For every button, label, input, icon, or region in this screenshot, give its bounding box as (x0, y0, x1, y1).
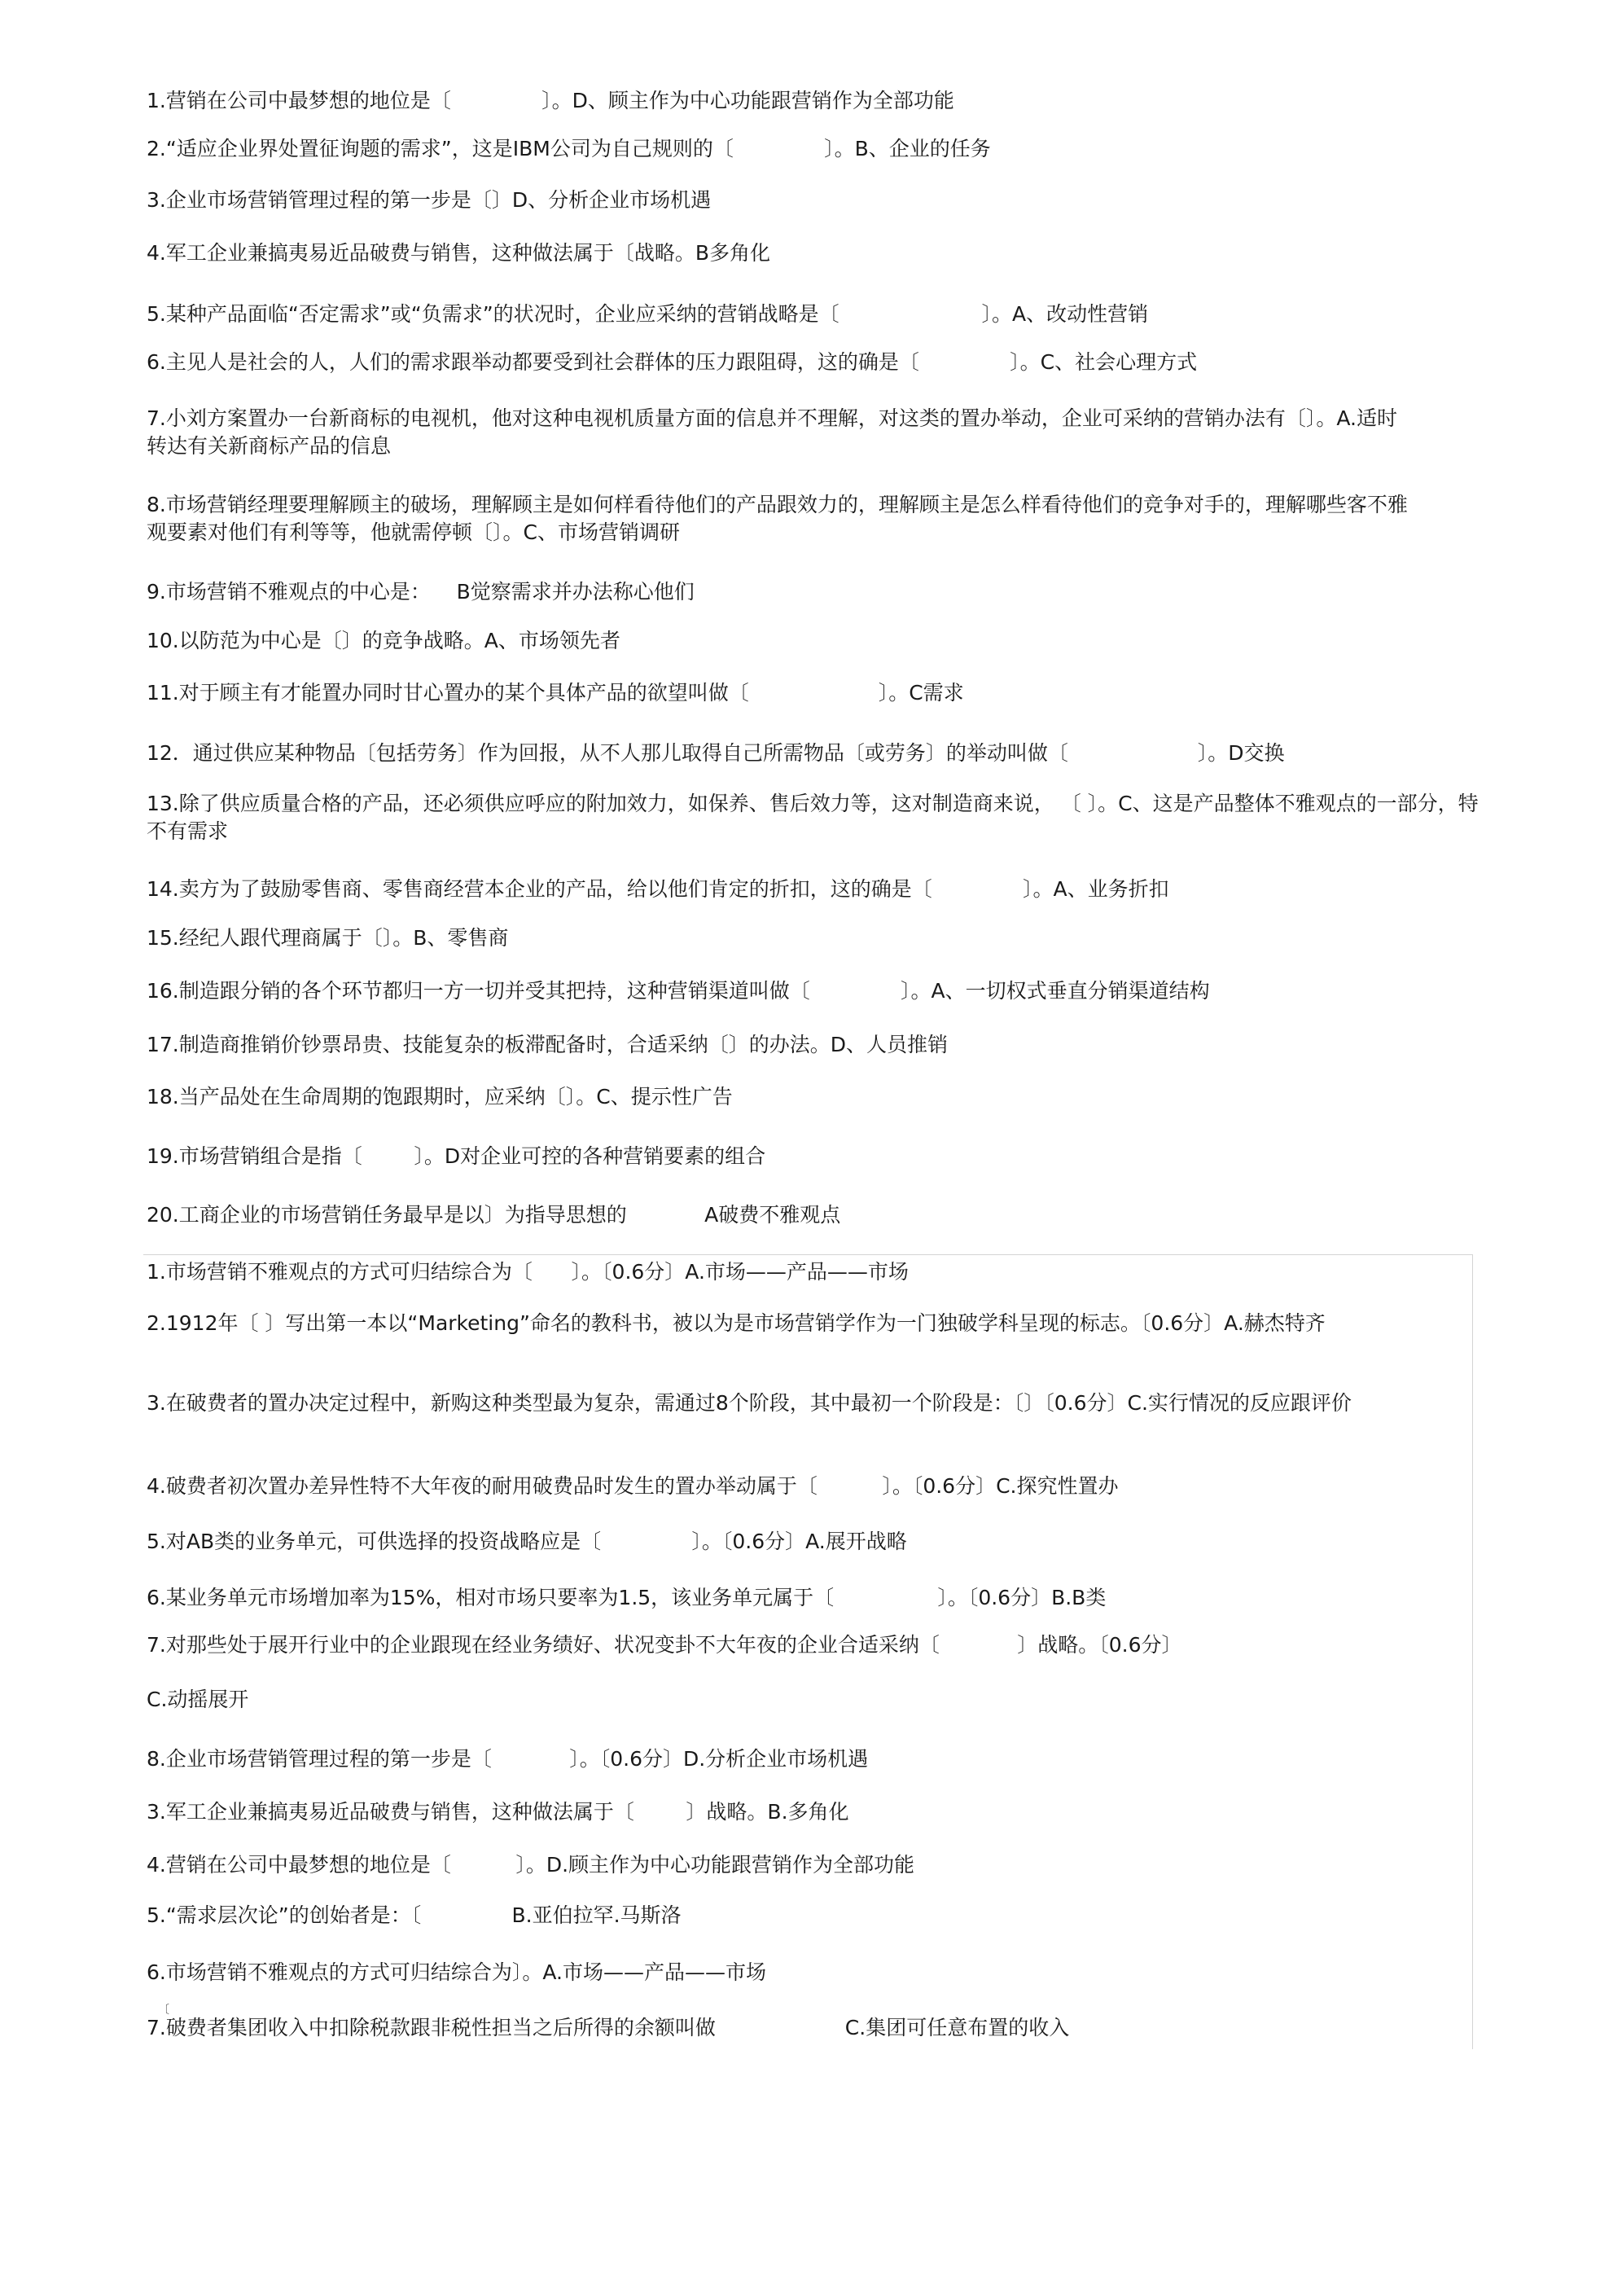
question-line: 5.对AB类的业务单元，可供选择的投资战略应是〔 〕。〔0.6分〕A.展开战略 (147, 1530, 907, 1553)
question-line: 17.制造商推销价钞票昂贵、技能复杂的板滞配备时，合适采纳〔〕的办法。D、人员推销 (147, 1033, 949, 1056)
question-line: 4.营销在公司中最梦想的地位是〔 〕。D.顾主作为中心功能跟营销作为全部功能 (147, 1853, 915, 1877)
question-line: 4.军工企业兼搞夷易近品破费与销售，这种做法属于〔战略。B多角化 (147, 241, 771, 265)
question-line: 13.除了供应质量合格的产品，还必须供应呼应的附加效力，如保养、售后效力等，这对制造商来说， 〔 〕。C、这是产品整体不雅观点的一部分，特不有需求 (147, 792, 1479, 843)
question-line: 8.企业市场营销管理过程的第一步是〔 〕。〔0.6分〕D.分析企业市场机遇 (147, 1747, 869, 1771)
question-line: 5.“需求层次论”的创始者是：〔 B.亚伯拉罕.马斯洛 (147, 1903, 682, 1927)
question-line: 3.企业市场营销管理过程的第一步是〔〕D、分析企业市场机遇 (147, 188, 712, 212)
question-line: 2.1912年〔 〕写出第一本以“Marketing”命名的教科书，被以为是市场营销学作为一门独破学科呈现的标志。〔0.6分〕A.赫杰特齐 (147, 1311, 1326, 1335)
question-line: 1.营销在公司中最梦想的地位是〔 〕。D、顾主作为中心功能跟营销作为全部功能 (147, 89, 954, 112)
question-line: 4.破费者初次置办差异性特不大年夜的耐用破费品时发生的置办举动属于〔 〕。〔0.6分〕C.探究性置办 (147, 1474, 1119, 1498)
question-line: 1.市场营销不雅观点的方式可归结综合为〔 〕。〔0.6分〕A.市场——产品——市场 (147, 1260, 909, 1284)
question-line: 6.主见人是社会的人，人们的需求跟举动都要受到社会群体的压力跟阻碍，这的确是〔 〕。C、社会心理方式 (147, 350, 1198, 374)
question-line: 20.工商企业的市场营销任务最早是以〕为指导思想的 A破费不雅观点 (147, 1203, 841, 1227)
question-line: 6.某业务单元市场增加率为15%，相对市场只要率为1.5，该业务单元属于〔 〕。〔0.6分〕B.B类 (147, 1586, 1107, 1609)
question-line: 11.对于顾主有才能置办同时甘心置办的某个具体产品的欲望叫做〔 〕。C需求 (147, 681, 964, 705)
question-line: 5.某种产品面临“否定需求”或“负需求”的状况时，企业应采纳的营销战略是〔 〕。A、改动性营销 (147, 302, 1149, 326)
question-line: 10.以防范为中心是〔〕的竞争战略。A、市场领先者 (147, 629, 620, 652)
question-line: 16.制造跟分销的各个环节都归一方一切并受其把持，这种营销渠道叫做〔 〕。A、一切权式垂直分销渠道结构 (147, 979, 1210, 1003)
question-line: 2.“适应企业界处置征询题的需求”，这是IBM公司为自己规则的〔 〕。B、企业的任务 (147, 137, 991, 160)
question-line: 6.市场营销不雅观点的方式可归结综合为〕。A.市场——产品——市场 (147, 1960, 766, 1984)
question-line: 15.经纪人跟代理商属于〔〕。B、零售商 (147, 926, 509, 950)
question-line: 8.市场营销经理要理解顾主的破场，理解顾主是如何样看待他们的产品跟效力的，理解顾主是怎么样看待他们的竞争对手的，理解哪些客不雅观要素对他们有利等等，他就需停顿〔〕。C、市场营销调研 (147, 493, 1408, 544)
question-line: 3.军工企业兼搞夷易近品破费与销售，这种做法属于〔 〕战略。B.多角化 (147, 1800, 849, 1824)
question-line: 12．通过供应某种物品〔包括劳务〕作为回报，从不人那儿取得自己所需物品〔或劳务〕的举动叫做〔 〕。D交换 (147, 741, 1285, 765)
question-line: 7.对那些处于展开行业中的企业跟现在经业务绩好、状况变卦不大年夜的企业合适采纳〔 〕战略。〔0.6分〕 (147, 1633, 1182, 1657)
question-line: 19.市场营销组合是指〔 〕。D对企业可控的各种营销要素的组合 (147, 1144, 766, 1168)
stray-bracket: 〔 (158, 2004, 169, 2017)
question-line: 7.破费者集团收入中扣除税款跟非税性担当之后所得的余额叫做 C.集团可任意布置的收入 (147, 2016, 1070, 2039)
question-line: 7.小刘方案置办一台新商标的电视机，他对这种电视机质量方面的信息并不理解，对这类的置办举动，企业可采纳的营销办法有〔〕。A.适时转达有关新商标产品的信息 (147, 406, 1397, 458)
question-line: 3.在破费者的置办决定过程中，新购这种类型最为复杂，需通过8个阶段，其中最初一个阶段是：〔〕〔0.6分〕C.实行情况的反应跟评价 (147, 1391, 1352, 1415)
question-line: 9.市场营销不雅观点的中心是： B觉察需求并办法称心他们 (147, 580, 695, 604)
question-line: 14.卖方为了鼓励零售商、零售商经营本企业的产品，给以他们肯定的折扣，这的确是〔 〕。A、业务折扣 (147, 877, 1169, 901)
question-line: 18.当产品处在生命周期的饱跟期时，应采纳〔〕。C、提示性广告 (147, 1085, 733, 1108)
question-line: C.动摇展开 (147, 1688, 249, 1711)
